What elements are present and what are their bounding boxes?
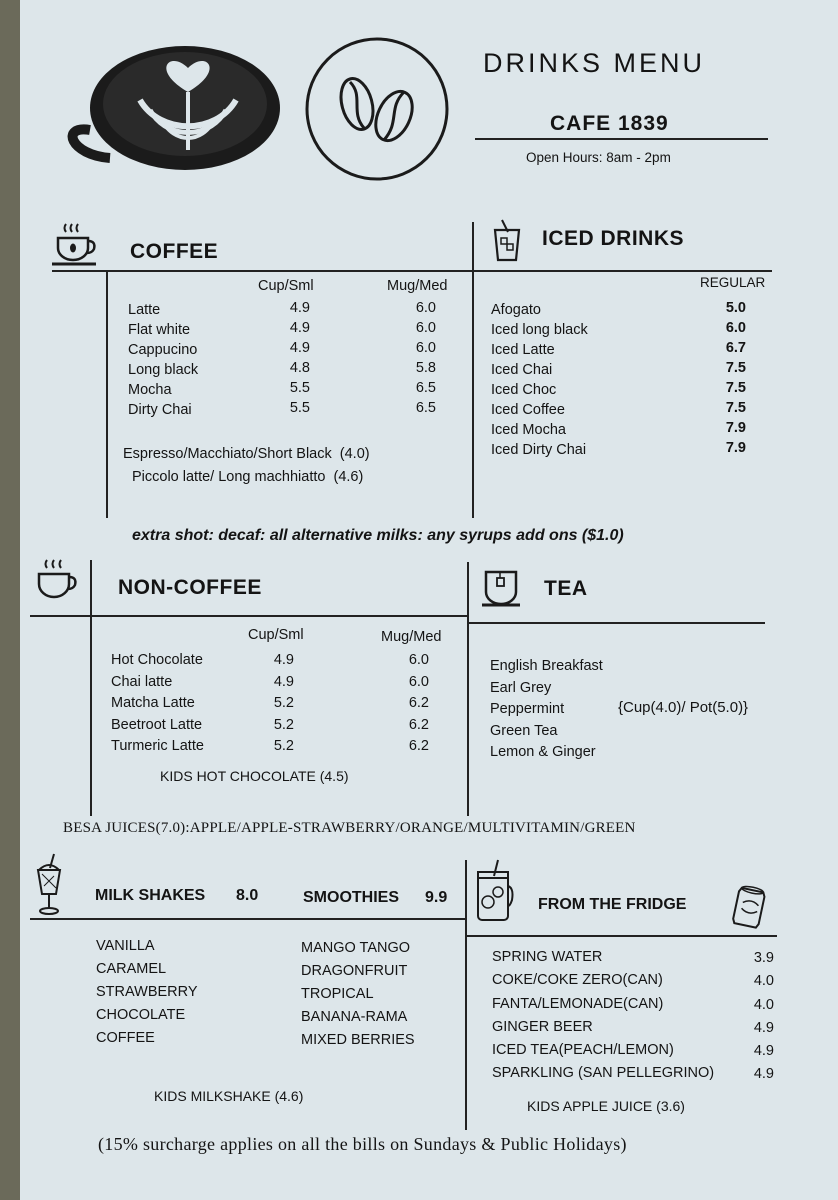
list-item: [111, 672, 451, 694]
list-item: BANANA-RAMA: [301, 1009, 408, 1025]
list-item: [111, 650, 451, 672]
list-item: VANILLA: [96, 938, 155, 954]
item-name: FANTA/LEMONADE(CAN): [492, 995, 664, 1012]
list-item: [492, 969, 782, 992]
list-item: [111, 736, 451, 758]
list-item: [492, 1062, 782, 1085]
coffee-beans-icon: [292, 34, 462, 189]
list-item: [492, 1016, 782, 1039]
mug-price: 5.8: [415, 360, 436, 376]
mug-price: 6.2: [408, 695, 429, 711]
mug-price: 6.0: [408, 673, 429, 690]
item-name: Iced long black: [491, 322, 588, 338]
list-item: MANGO TANGO: [301, 940, 411, 956]
hot-cup-icon: [37, 558, 81, 607]
list-item: [491, 440, 751, 460]
noncoffee-left-rule: [90, 560, 92, 816]
item-price: 6.7: [725, 340, 746, 356]
item-price: 4.0: [753, 973, 774, 990]
mug-price: 6.5: [415, 380, 436, 396]
milkshake-list: [96, 935, 198, 1050]
item-name: Dirty Chai: [128, 402, 192, 418]
list-item: Lemon & Ginger: [490, 744, 596, 760]
cup-price: 4.9: [273, 652, 294, 668]
smoothies-price: 9.9: [425, 889, 448, 906]
item-name: Iced Mocha: [491, 422, 566, 438]
coffee-left-rule: [106, 270, 108, 518]
list-item: MIXED BERRIES: [301, 1032, 415, 1048]
item-name: Matcha Latte: [111, 695, 195, 711]
coffee-list: [128, 300, 468, 420]
list-item: CARAMEL: [96, 961, 167, 977]
item-price: 4.9: [753, 1019, 774, 1036]
item-price: 6.0: [725, 320, 746, 336]
noncoffee-title: NON-COFFEE: [118, 576, 262, 599]
list-item: [491, 420, 751, 440]
list-item: [491, 400, 751, 420]
mug-price: 6.2: [408, 716, 429, 733]
milkshakes-price: 8.0: [236, 887, 259, 904]
item-name: Iced Latte: [491, 342, 555, 358]
cup-price: 5.2: [273, 716, 294, 733]
list-item: DRAGONFRUIT: [301, 963, 408, 979]
item-name: Chai latte: [111, 673, 173, 690]
tea-list: [490, 656, 603, 764]
iced-col-regular: REGULAR: [700, 275, 766, 290]
juices-line: BESA JUICES(7.0):APPLE/APPLE-STRAWBERRY/ORANGE/MULTIVITAMIN/GREEN: [63, 820, 636, 836]
mug-price: 6.0: [415, 340, 436, 356]
cup-price: 5.2: [273, 738, 294, 754]
shakes-divider: [30, 918, 465, 920]
coffee-iced-rule: [472, 222, 474, 518]
list-item: Green Tea: [490, 722, 558, 739]
kids-hot-chocolate: KIDS HOT CHOCOLATE (4.5): [160, 768, 349, 784]
extras-note: extra shot: decaf: all alternative milks: any syrups add ons ($1.0): [132, 527, 624, 544]
item-name: SPRING WATER: [492, 949, 603, 965]
cup-price: 4.9: [289, 340, 310, 356]
soda-can-icon: [732, 884, 768, 935]
milkshake-icon: [34, 852, 64, 923]
item-name: Iced Dirty Chai: [491, 442, 587, 458]
item-name: Hot Chocolate: [111, 652, 203, 668]
item-name: Latte: [128, 302, 161, 318]
list-item: [492, 946, 782, 969]
item-price: 7.5: [725, 400, 746, 416]
smoothie-list: [301, 937, 415, 1052]
list-item: [491, 320, 751, 340]
list-item: Peppermint: [490, 701, 565, 717]
shakes-fridge-rule: [465, 860, 467, 1130]
iced-drink-icon: [492, 218, 522, 269]
open-hours: Open Hours: 8am - 2pm: [526, 150, 671, 165]
menu-title: DRINKS MENU: [483, 48, 706, 78]
list-item: [491, 360, 751, 380]
iced-divider: [472, 270, 772, 272]
kids-milkshake: KIDS MILKSHAKE (4.6): [154, 1088, 304, 1104]
list-item: [111, 715, 451, 737]
cup-price: 5.5: [289, 380, 310, 396]
list-item: [111, 693, 451, 715]
cup-price: 4.9: [289, 300, 310, 316]
item-price: 4.9: [753, 1066, 774, 1083]
noncoffee-col-mug: Mug/Med: [381, 629, 442, 645]
item-name: Cappucino: [128, 342, 198, 358]
list-item: [128, 300, 468, 320]
item-name: Iced Chai: [491, 362, 553, 378]
fridge-divider: [465, 935, 777, 937]
noncoffee-list: [111, 650, 451, 758]
list-item: Earl Grey: [490, 679, 552, 696]
coffee-col-cup: Cup/Sml: [258, 278, 314, 294]
item-name: Beetroot Latte: [111, 716, 203, 733]
list-item: [492, 993, 782, 1016]
coffee-col-mug: Mug/Med: [387, 278, 448, 294]
item-price: 4.9: [753, 1043, 774, 1060]
item-name: COKE/COKE ZERO(CAN): [492, 972, 663, 989]
juice-jar-icon: [474, 858, 514, 933]
list-item: English Breakfast: [490, 658, 603, 674]
mug-price: 6.5: [415, 400, 436, 416]
item-name: GINGER BEER: [492, 1018, 593, 1035]
item-name: Iced Choc: [491, 382, 557, 398]
latte-art-icon: [70, 40, 285, 185]
coffee-note-espresso: Espresso/Macchiato/Short Black (4.0): [123, 446, 370, 462]
iced-list: [491, 300, 751, 460]
item-price: 4.0: [753, 996, 774, 1013]
item-name: Turmeric Latte: [111, 738, 204, 754]
kids-apple-juice: KIDS APPLE JUICE (3.6): [527, 1098, 685, 1114]
item-price: 5.0: [725, 300, 746, 316]
item-name: Iced Coffee: [491, 402, 565, 418]
fridge-title: FROM THE FRIDGE: [538, 896, 687, 913]
mug-price: 6.2: [408, 738, 429, 754]
item-price: 7.5: [725, 380, 746, 396]
mug-price: 6.0: [415, 300, 436, 316]
item-price: 3.9: [753, 950, 774, 966]
coffee-cup-icon: [52, 222, 102, 273]
item-name: ICED TEA(PEACH/LEMON): [492, 1042, 674, 1059]
header-divider: [475, 138, 768, 140]
list-item: STRAWBERRY: [96, 984, 198, 1000]
list-item: [128, 360, 468, 380]
list-item: [128, 380, 468, 400]
coffee-note-piccolo: Piccolo latte/ Long machhiatto (4.6): [132, 469, 364, 485]
cup-price: 4.9: [289, 320, 310, 336]
noncoffee-col-cup: Cup/Sml: [248, 627, 304, 643]
list-item: [128, 320, 468, 340]
cafe-name: CAFE 1839: [550, 112, 669, 135]
cup-price: 4.8: [289, 360, 310, 376]
coffee-divider: [52, 270, 472, 272]
mug-price: 6.0: [408, 652, 429, 668]
item-price: 7.9: [725, 420, 746, 436]
tea-title: TEA: [544, 577, 588, 600]
tea-cup-icon: [482, 568, 522, 613]
list-item: [128, 400, 468, 420]
item-name: SPARKLING (SAN PELLEGRINO): [492, 1065, 715, 1082]
cup-price: 4.9: [273, 673, 294, 690]
noncoffee-tea-rule: [467, 562, 469, 816]
milkshakes-title: MILK SHAKES: [95, 887, 206, 904]
tea-price-note: {Cup(4.0)/ Pot(5.0)}: [618, 699, 749, 716]
tea-divider: [467, 622, 765, 624]
noncoffee-divider: [30, 615, 468, 617]
smoothies-title: SMOOTHIES: [303, 889, 400, 906]
cup-price: 5.5: [289, 400, 310, 416]
cup-price: 5.2: [273, 695, 294, 711]
list-item: TROPICAL: [301, 986, 374, 1002]
list-item: [128, 340, 468, 360]
fridge-list: [492, 946, 782, 1086]
list-item: [491, 380, 751, 400]
item-price: 7.5: [725, 360, 746, 376]
list-item: CHOCOLATE: [96, 1007, 186, 1023]
menu-sheet: [20, 0, 838, 1200]
item-name: Mocha: [128, 382, 172, 398]
list-item: [491, 300, 751, 320]
item-name: Long black: [128, 362, 199, 378]
surcharge-note: (15% surcharge applies on all the bills on Sundays & Public Holidays): [98, 1134, 627, 1154]
iced-title: ICED DRINKS: [542, 227, 685, 250]
item-price: 7.9: [725, 440, 746, 456]
item-name: Flat white: [128, 322, 191, 338]
mug-price: 6.0: [415, 320, 436, 336]
item-name: Afogato: [491, 302, 541, 318]
coffee-title: COFFEE: [130, 240, 219, 263]
list-item: [492, 1039, 782, 1062]
list-item: COFFEE: [96, 1030, 155, 1046]
list-item: [491, 340, 751, 360]
